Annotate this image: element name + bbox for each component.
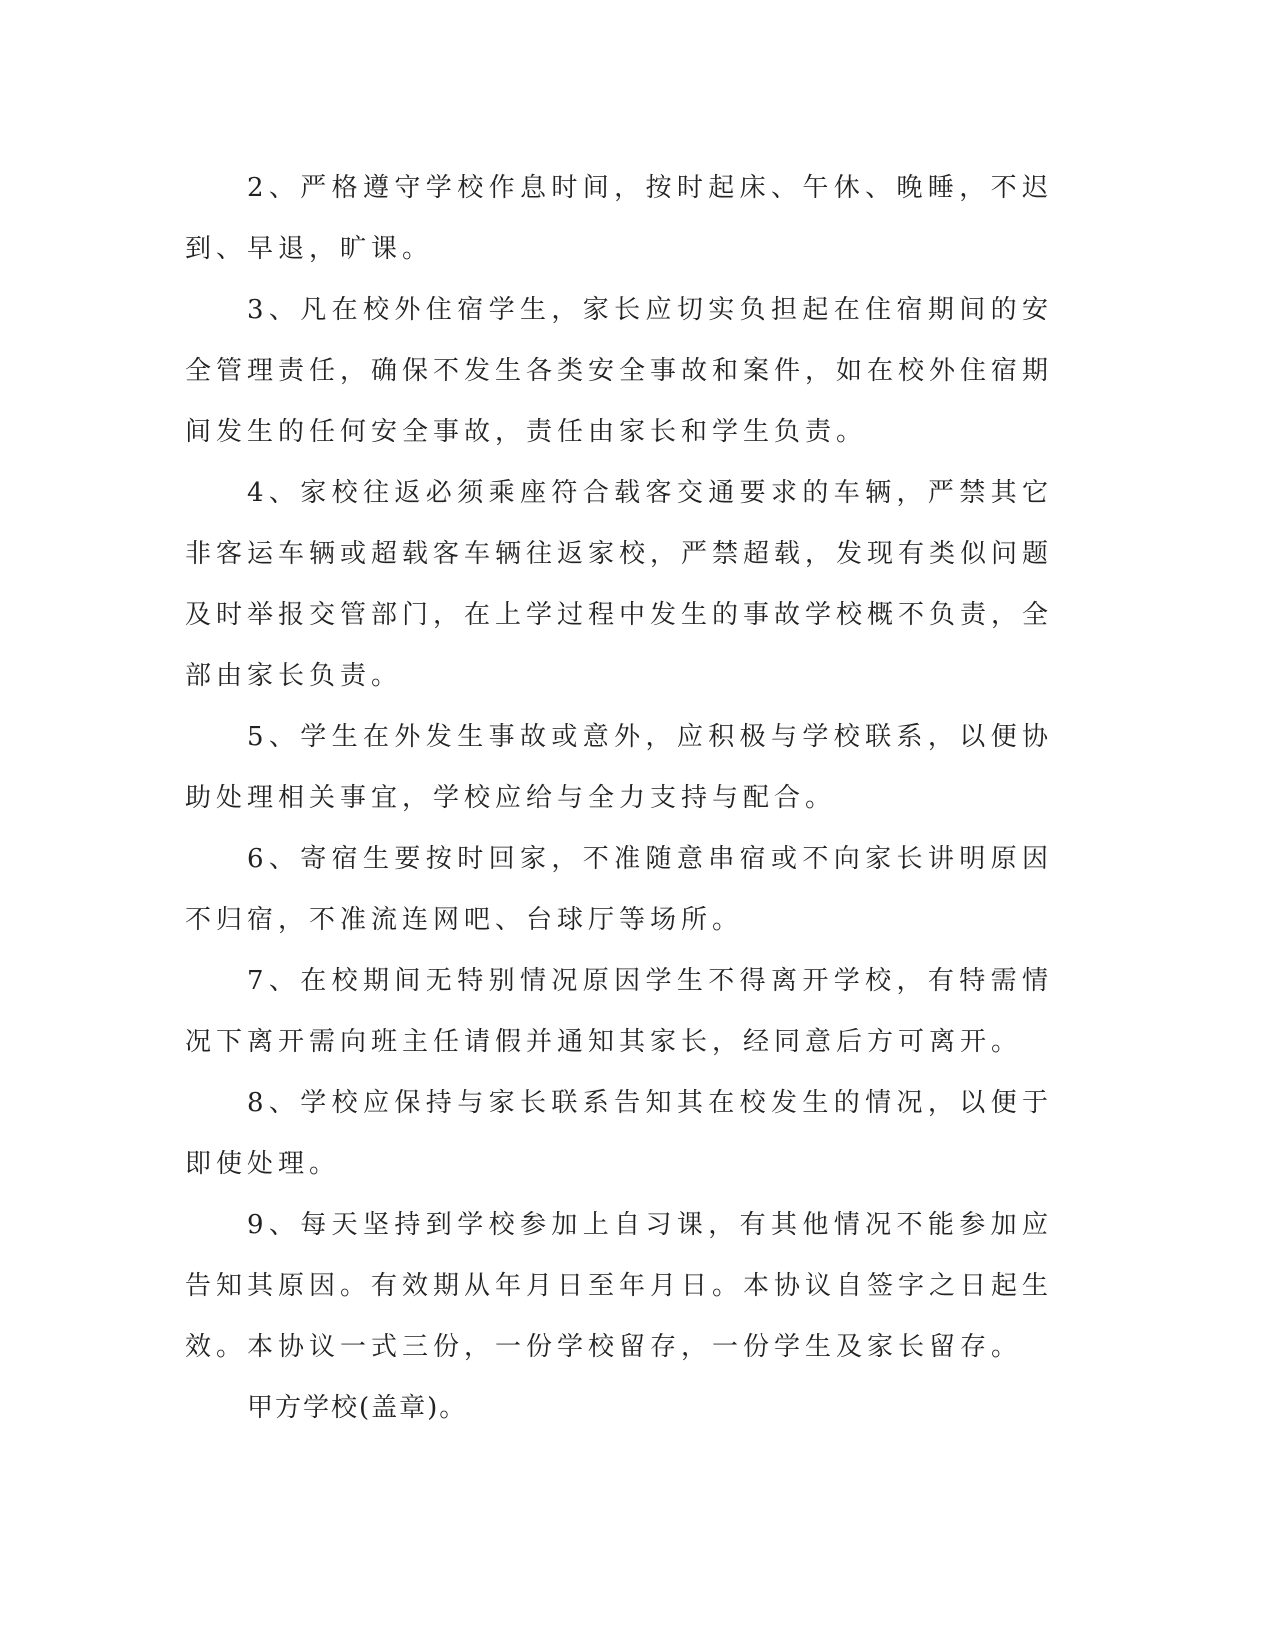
clause-9: 9、每天坚持到学校参加上自习课，有其他情况不能参加应告知其原因。有效期从年月日至年月日。本协议自签字之日起生效。本协议一式三份，一份学校留存，一份学生及家长留存。 — [185, 1210, 1054, 1362]
clause-8: 8、学校应保持与家长联系告知其在校发生的情况，以便于即使处理。 — [185, 1088, 1053, 1179]
party-a-signature-line: 甲方学校(盖章)。 — [247, 1393, 468, 1423]
clause-5: 5、学生在外发生事故或意外，应积极与学校联系，以便协助处理相关事宜，学校应给与全力支持与配合。 — [185, 722, 1053, 813]
clause-2: 2、严格遵守学校作息时间，按时起床、午休、晚睡，不迟到、早退，旷课。 — [185, 173, 1053, 264]
clause-7: 7、在校期间无特别情况原因学生不得离开学校，有特需情况下离开需向班主任请假并通知其家长，经同意后方可离开。 — [185, 966, 1053, 1057]
clause-4: 4、家校往返必须乘座符合载客交通要求的车辆，严禁其它非客运车辆或超载客车辆往返家校，严禁超载，发现有类似问题及时举报交管部门，在上学过程中发生的事故学校概不负责，全部由家长负责。 — [185, 478, 1054, 691]
clause-3: 3、凡在校外住宿学生，家长应切实负担起在住宿期间的安全管理责任，确保不发生各类安全事故和案件，如在校外住宿期间发生的任何安全事故，责任由家长和学生负责。 — [185, 295, 1054, 447]
document-body — [185, 158, 1053, 1439]
clause-6: 6、寄宿生要按时回家，不准随意串宿或不向家长讲明原因不归宿，不准流连网吧、台球厅等场所。 — [185, 844, 1053, 935]
